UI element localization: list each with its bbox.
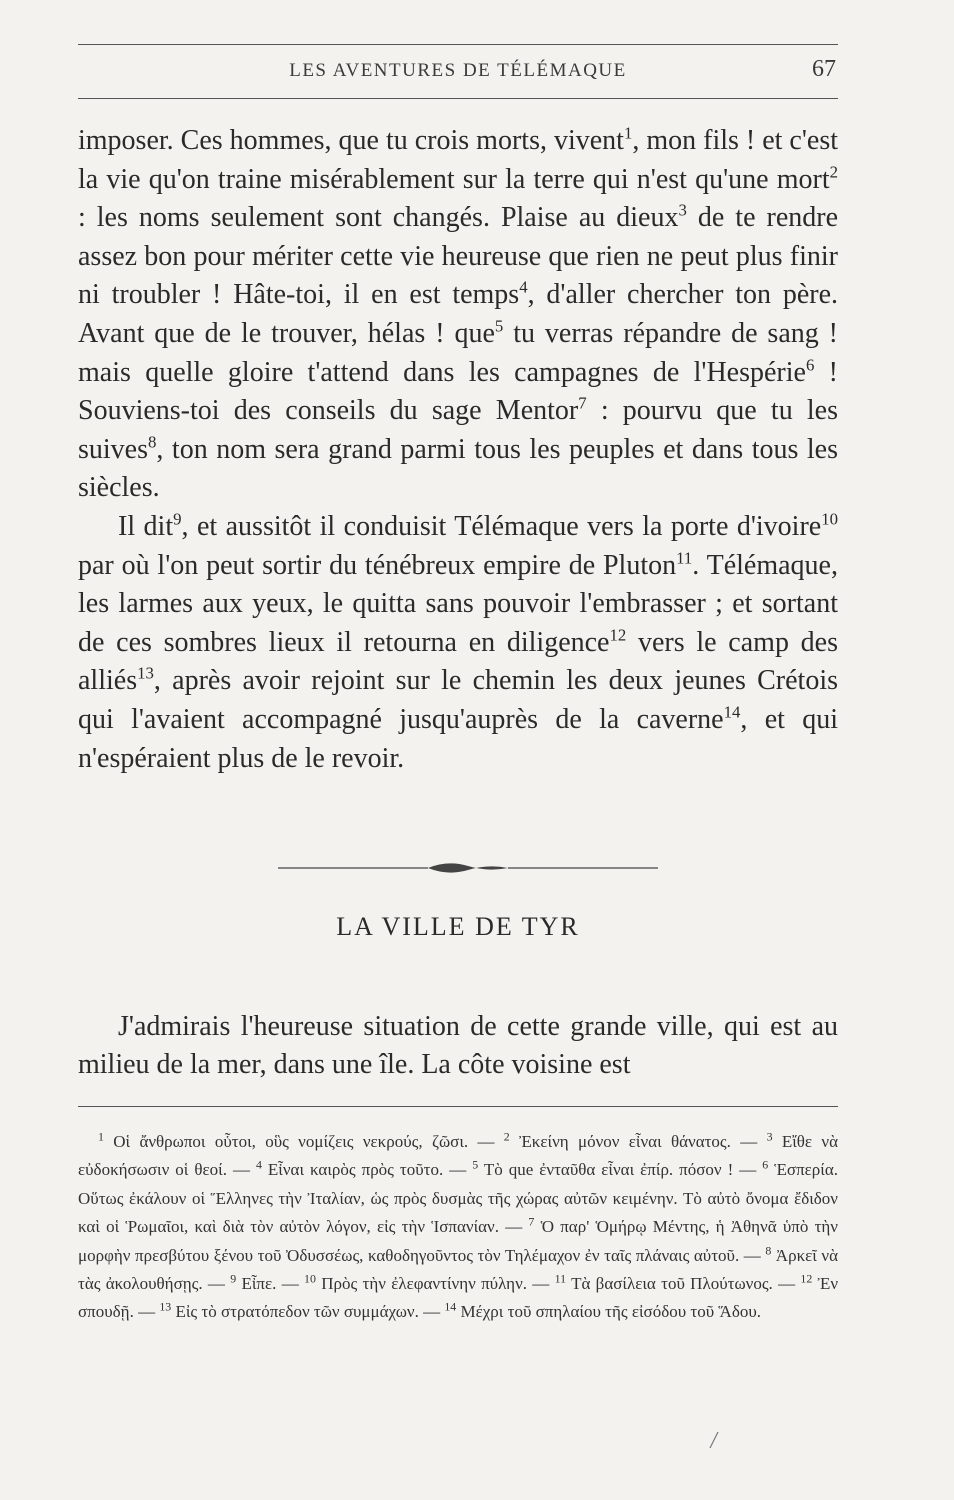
footnotes xyxy=(78,1128,838,1327)
note-ref: 8 xyxy=(148,432,157,452)
note-ref: 14 xyxy=(723,702,741,722)
top-rule xyxy=(78,44,838,45)
ornament-divider xyxy=(278,858,658,878)
paragraph: imposer. Ces hommes, que tu crois morts, vivent$^1$, mon fils ! et c'est la vie qu'on traine misérablement sur la terre qui n'est qu'une mort$^2$ : les noms seulement sont changés. Plaise au dieux$^3$ de te rendre assez bon pour mériter cette vie heureuse que rien ne peut plus finir ni troubler ! Hâte-toi, il en est temps$^4$, d'aller chercher ton père. Avant que de le trouver, hélas ! que$^5$ tu verras répandre de sang ! mais quelle gloire t'attend dans les campagnes de l'Hespérie$^6$ ! Souviens-toi des conseils du sage Mentor$^7$ : pourvu que tu les suives$^8$, ton nom sera grand parmi tous les peuples et dans tous les siècles. xyxy=(78,123,839,504)
note-ref: 10 xyxy=(304,1271,316,1286)
paragraph: J'admirais l'heureuse situation de cette grande ville, qui est au milieu de la mer, dans une île. La côte voisine est xyxy=(78,1011,838,1080)
note-ref: 11 xyxy=(554,1271,567,1286)
note-ref: 5 xyxy=(472,1157,479,1172)
note-ref: 8 xyxy=(765,1242,772,1257)
note-ref: 6 xyxy=(805,355,815,375)
note-ref: 3 xyxy=(766,1129,773,1144)
note-ref: 13 xyxy=(137,663,154,683)
note-ref: 14 xyxy=(444,1299,457,1314)
note-ref: 1 xyxy=(623,123,633,143)
note-ref: 10 xyxy=(821,509,838,529)
note-ref: 4 xyxy=(255,1157,262,1172)
note-ref: 2 xyxy=(829,162,838,182)
note-ref: 6 xyxy=(762,1157,769,1172)
note-ref: 9 xyxy=(173,509,182,529)
section-title: LA VILLE DE TYR xyxy=(336,912,580,941)
note-ref: 12 xyxy=(800,1271,813,1286)
note-ref: 5 xyxy=(494,316,504,336)
note-ref: 13 xyxy=(159,1299,172,1314)
note-ref: 3 xyxy=(678,200,687,220)
running-header xyxy=(78,56,838,88)
note-ref: 7 xyxy=(578,393,587,413)
note-ref: 12 xyxy=(609,625,627,645)
note-ref: 9 xyxy=(230,1271,237,1286)
page-number: 67 xyxy=(812,56,836,82)
footnote-rule xyxy=(78,1106,838,1107)
paragraph: Il dit$^9$, et aussitôt il conduisit Télémaque vers la porte d'ivoire$^{10}$ par où l'on peut sortir du ténébreux empire de Pluton$^{11}$. Télémaque, les larmes aux yeux, le quitta sans pouvoir l'embrasser ; et sortant de ces sombres lieux il retourna en diligence$^{12}$ vers le camp des alliés$^{13}$, après avoir rejoint sur le chemin les deux jeunes Crétois qui l'avaient accompagné jusqu'auprès de la caverne$^{14}$, et qui n'espéraient plus de le revoir. xyxy=(78,509,838,774)
note-ref: 2 xyxy=(503,1129,510,1144)
main-text xyxy=(78,122,838,778)
note-ref: 4 xyxy=(519,278,528,298)
note-ref: 7 xyxy=(528,1214,535,1229)
footnote-block: $^1$ Οἱ ἄνθρωποι οὗτοι, οὓς νομίζεις νεκρούς, ζῶσι. — $^2$ Ἐκείνη μόνον εἶναι θάνατος. — $^3$ Εἴθε νὰ εὐδοκήσωσιν οἱ θεοί. — $^4$ Εἶναι καιρὸς πρὸς τοῦτο. — $^5$ Τὸ que ἐνταῦθα εἶναι ἐπίρ. πόσον ! — $^6$ Ἑσπερία. Οὕτως ἐκάλουν οἱ Ἕλληνες τὴν Ἰταλίαν, ὡς πρὸς δυσμὰς τῆς χώρας αὐτῶν κειμένην. Τὸ αὐτὸ ὄνομα ἔδιδον καὶ οἱ Ῥωμαῖοι, καὶ διὰ τὸν αὐτὸν λόγον, εἰς τὴν Ἱσπανίαν. — $^7$ Ὁ παρ' Ὁμήρῳ Μέντης, ἡ Ἀθηνᾶ ὑπὸ τὴν μορφὴν πρεσβύτου ξένου τοῦ Ὀδυσσέως, καθοδηγοῦντος τὸν Τηλέμαχον ἐν ταῖς πλάναις αὐτοῦ. — $^8$ Ἀρκεῖ νὰ τὰς ἀκολουθήσῃς. — $^9$ Εἶπε. — $^{10}$ Πρὸς τὴν ἐλεφαντίνην πύλην. — $^{11}$ Τὰ βασίλεια τοῦ Πλούτωνος. — $^{12}$ Ἐν σπουδῇ. — $^{13}$ Εἰς τὸ στρατόπεδον τῶν συμμάχων. — $^{14}$ Μέχρι τοῦ σπηλαίου τῆς εἰσόδου τοῦ Ἅδου. xyxy=(78,1129,839,1322)
pen-mark xyxy=(708,1430,720,1450)
running-title: LES AVENTURES DE TÉLÉMAQUE xyxy=(289,60,627,81)
header-rule xyxy=(78,98,838,99)
note-ref: 1 xyxy=(98,1129,104,1144)
section-text xyxy=(78,1008,838,1084)
note-ref: 11 xyxy=(676,548,693,568)
